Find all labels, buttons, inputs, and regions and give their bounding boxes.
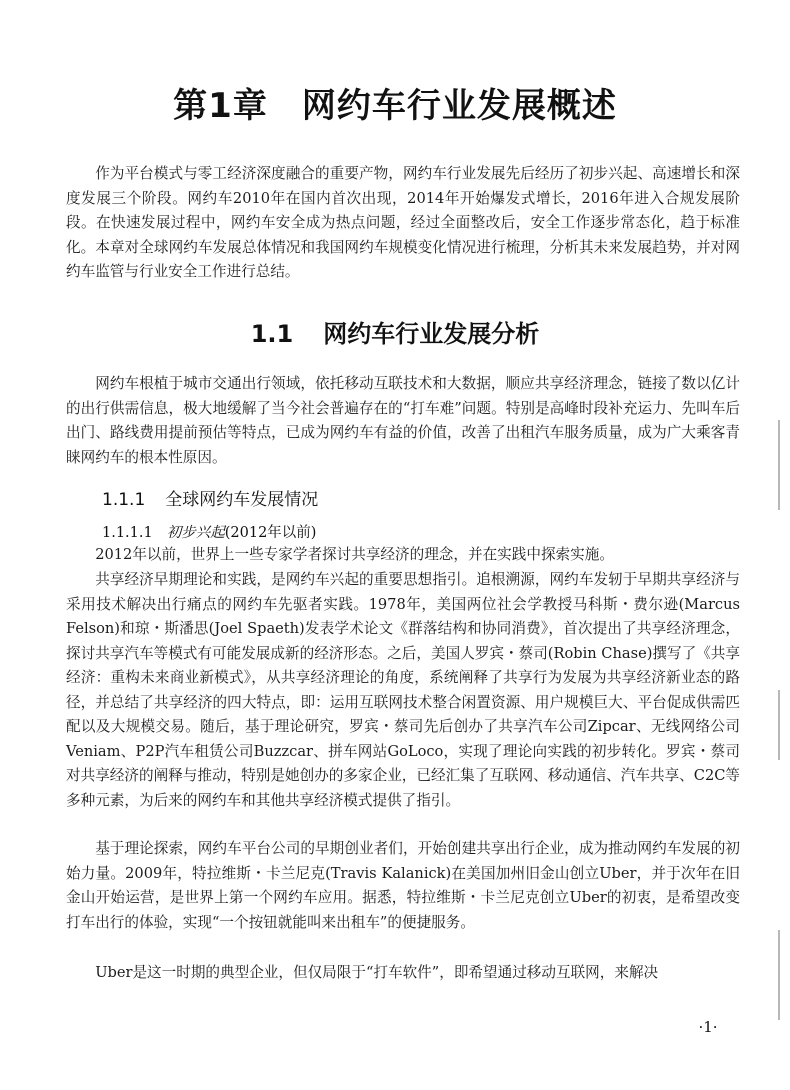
subsection-title: [102, 485, 318, 510]
section-title: [0, 314, 790, 349]
chapter-title: [0, 78, 790, 127]
subsubsection-number: 1.1.1.1: [102, 525, 153, 541]
body-paragraph: 2012年以前，世界上一些专家学者探讨共享经济的理念，并在实践中探索实施。: [95, 546, 614, 563]
section-paragraph: 网约车根植于城市交通出行领域，依托移动互联技术和大数据，顺应共享经济理念，链接了数以亿计的出行供需信息，极大地缓解了当今社会普遍存在的“打车难”问题。特别是高峰时段补充运力、先叫车后出门、路线费用提前预估等特点，已成为网约车有益的价值，改善了出租汽车服务质量，成为广大乘客青睐网约车的根本性原因。: [66, 375, 740, 466]
body-paragraph: 共享经济早期理论和实践，是网约车兴起的重要思想指引。追根溯源，网约车发轫于早期共享经济与采用技术解决出行痛点的网约车先驱者实践。1978年，美国两位社会学教授马科斯・费尔逊(Marcus Felson)和琼・斯潘思(Joel Spaeth)发表学术论文《群落结构和协同消费》，首次提出了共享经济理念，探讨共享汽车等模式有可能发展成新的经济形态。之后，美国人罗宾・蔡司(Robin Chase)撰写了《共享经济：重构未来商业新模式》，从共享经济理论的角度，系统阐释了共享行为发展为共享经济新业态的路径，并总结了共享经济的四大特点，即：运用互联网技术整合闲置资源、用户规模巨大、平台促成供需匹配以及大规模交易。随后，基于理论研究，罗宾・蔡司先后创办了共享汽车公司Zipcar、无线网络公司Veniam、P2P汽车租赁公司Buzzcar、拼车网站GoLoco，实现了理论向实践的初步转化。罗宾・蔡司对共享经济的阐释与推动，特别是她创办的多家企业，已经汇集了互联网、移动通信、汽车共享、C2C等多种元素，为后来的网约车和其他共享经济模式提供了指引。: [66, 571, 740, 809]
subsection-number: 1.1.1: [102, 490, 146, 510]
section-number: 1.1: [250, 320, 294, 348]
scan-edge-mark: [778, 930, 780, 1020]
page-number: ·1·: [698, 1018, 718, 1036]
chapter-heading: 网约车行业发展概述: [301, 86, 617, 126]
subsubsection-title: [102, 521, 316, 542]
intro-paragraph: 作为平台模式与零工经济深度融合的重要产物，网约车行业发展先后经历了初步兴起、高速增长和深度发展三个阶段。网约车2010年在国内首次出现，2014年开始爆发式增长，2016年进入合规发展阶段。在快速发展过程中，网约车安全成为热点问题，经过全面整改后，安全工作逐步常态化，趋于标准化。本章对全球网约车发展总体情况和我国网约车规模变化情况进行梳理，分析其未来发展趋势，并对网约车监管与行业安全工作进行总结。: [66, 165, 740, 280]
body-paragraph: 基于理论探索，网约车平台公司的早期创业者们，开始创建共享出行企业，成为推动网约车发展的初始力量。2009年，特拉维斯・卡兰尼克(Travis Kalanick)在美国加州旧金山创立Uber，并于次年在旧金山开始运营，是世界上第一个网约车应用。据悉，特拉维斯・卡兰尼克创立Uber的初衷，是希望改变打车出行的体验，实现“一个按钮就能叫来出租车”的便捷服务。: [66, 840, 740, 931]
subsubsection-heading: 初步兴起: [166, 525, 225, 541]
chapter-number: 第1章: [173, 86, 268, 126]
subsection-heading: 全球网约车发展情况: [165, 490, 319, 510]
scan-edge-mark: [778, 690, 780, 760]
section-heading: 网约车行业发展分析: [323, 320, 540, 348]
body-paragraph: Uber是这一时期的典型企业，但仅局限于“打车软件”，即希望通过移动互联网，来解决: [95, 964, 659, 981]
scan-edge-mark: [778, 420, 780, 510]
subsubsection-period: (2012年以前): [224, 525, 317, 541]
